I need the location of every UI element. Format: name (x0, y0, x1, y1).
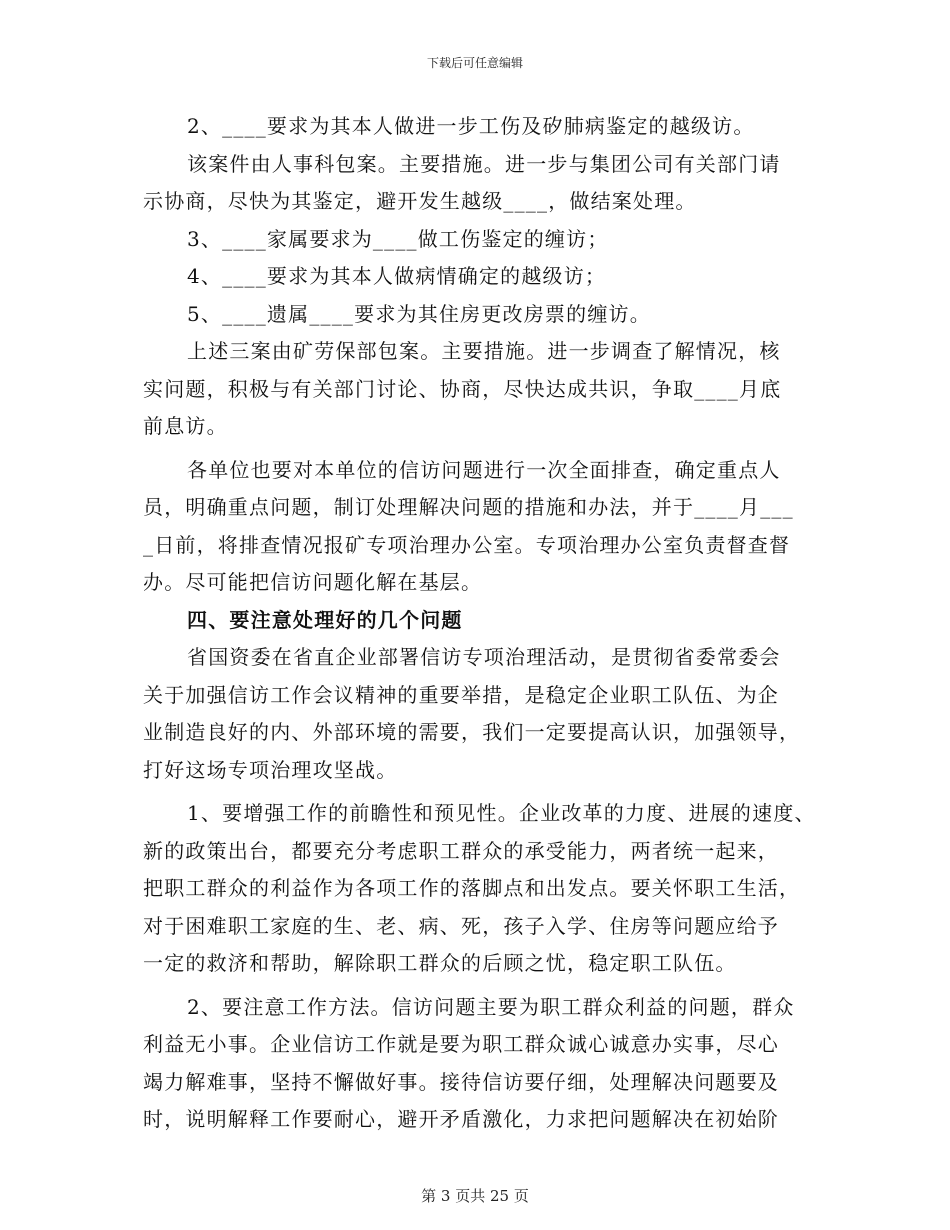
paragraph-line: 各单位也要对本单位的信访问题进行一次全面排查，确定重点人 (187, 457, 781, 482)
paragraph-line: 利益无小事。企业信访工作就是要为职工群众诚心诚意办实事，尽心 (143, 1032, 779, 1056)
list-item-3: 3、____家属要求为____做工伤鉴定的缠访； (187, 226, 609, 251)
paragraph-line: 一定的救济和帮助，解除职工群众的后顾之忧，稳定职工队伍。 (143, 951, 737, 975)
list-item-5: 5、____遗属____要求为其住房更改房票的缠访。 (187, 301, 651, 326)
paragraph-line: 把职工群众的利益作为各项工作的落脚点和出发点。要关怀职工生活， (143, 876, 801, 900)
paragraph-line: 示协商，尽快为其鉴定，避开发生越级____，做结案处理。 (143, 189, 697, 213)
paragraph-line: 1、要增强工作的前瞻性和预见性。企业改革的力度、进展的速度、 (187, 801, 816, 825)
paragraph-line: 关于加强信访工作会议精神的重要举措，是稳定企业职工队伍、为企 (143, 682, 779, 707)
paragraph-line: 省国资委在省直企业部署信访专项治理活动，是贯彻省委常委会 (187, 645, 781, 669)
paragraph-line: 打好这场专项治理攻坚战。 (143, 757, 398, 782)
paragraph-line: 2、要注意工作方法。信访问题主要为职工群众利益的问题，群众 (187, 994, 795, 1019)
paragraph-line: 实问题，积极与有关部门讨论、协商，尽快达成共识，争取____月底 (143, 376, 782, 401)
section-heading: 四、要注意处理好的几个问题 (187, 607, 463, 632)
paragraph-line: 对于困难职工家庭的生、老、病、死，孩子入学、住房等问题应给予 (143, 913, 779, 938)
paragraph-line: 时，说明解释工作要耐心，避开矛盾激化，力求把问题解决在初始阶 (143, 1107, 779, 1131)
paragraph-line: 员，明确重点问题，制订处理解决问题的措施和办法，并于____月___ (143, 495, 794, 519)
list-item-4: 4、____要求为其本人做病情确定的越级访； (187, 264, 607, 288)
paragraph-line: _日前，将排查情况报矿专项治理办公室。专项治理办公室负责督查督 (143, 532, 791, 557)
page-footer: 第 3 页共 25 页 (421, 1187, 529, 1205)
paragraph-line: 办。尽可能把信访问题化解在基层。 (143, 570, 483, 594)
list-item-2: 2、____要求为其本人做进一步工伤及矽肺病鉴定的越级访。 (187, 114, 755, 138)
page-header: 下载后可任意编辑 (426, 56, 523, 70)
paragraph-line: 前息访。 (143, 414, 228, 438)
paragraph-line: 该案件由人事科包案。主要措施。进一步与集团公司有关部门请 (187, 151, 781, 176)
paragraph-line: 竭力解难事，坚持不懈做好事。接待信访要仔细，处理解决问题要及 (143, 1069, 779, 1094)
paragraph-line: 业制造良好的内、外部环境的需要，我们一定要提高认识，加强领导， (143, 720, 801, 744)
document-body (143, 108, 823, 1139)
paragraph-line: 新的政策出台，都要充分考虑职工群众的承受能力，两者统一起来， (143, 838, 779, 863)
paragraph-line: 上述三案由矿劳保部包案。主要措施。进一步调查了解情况，核 (187, 339, 781, 363)
